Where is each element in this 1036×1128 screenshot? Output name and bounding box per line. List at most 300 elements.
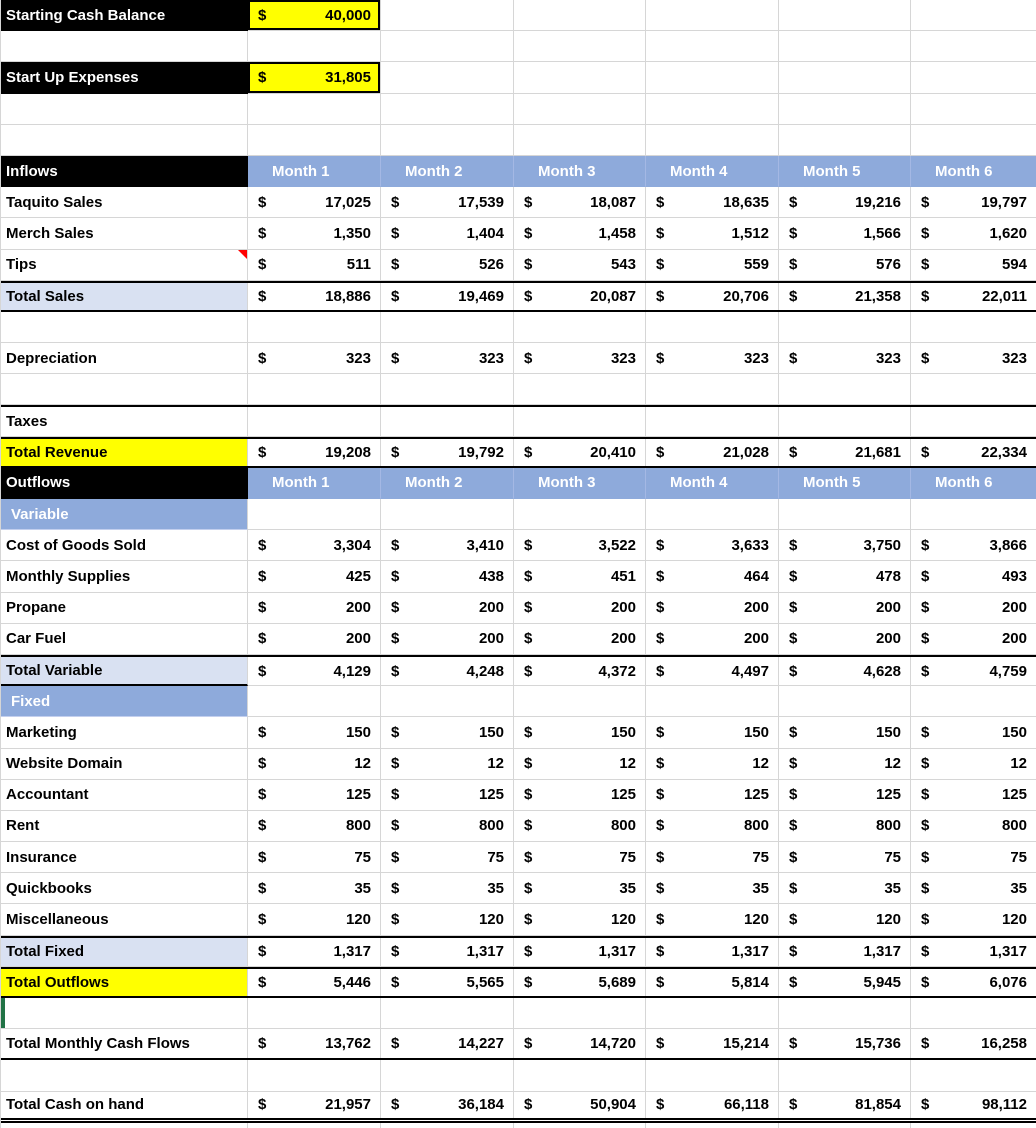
cell-miscellaneous-month-2[interactable]: [381, 904, 514, 935]
cell-empty[interactable]: [514, 1123, 646, 1128]
cell-starting-cash-balance-value[interactable]: [248, 0, 381, 31]
cell-empty[interactable]: [779, 998, 911, 1029]
column-header-month-4[interactable]: Month 4: [646, 156, 779, 187]
cell-merch-sales-month-1[interactable]: [248, 218, 381, 249]
cell-empty[interactable]: [248, 125, 381, 156]
cell-tips-month-5[interactable]: [779, 250, 911, 281]
cell-empty[interactable]: [646, 31, 779, 62]
cell-empty[interactable]: [514, 0, 646, 31]
cell-empty[interactable]: [779, 0, 911, 31]
column-header-month-6[interactable]: Month 6: [911, 468, 1036, 499]
cell-taquito-sales-month-2[interactable]: [381, 187, 514, 218]
cell-miscellaneous-month-3[interactable]: [514, 904, 646, 935]
cell-empty[interactable]: [911, 686, 1036, 717]
cell-empty[interactable]: [646, 1060, 779, 1091]
cell-insurance-month-4[interactable]: [646, 842, 779, 873]
cell-empty[interactable]: [381, 499, 514, 530]
cell-cost-of-goods-sold-month-1[interactable]: [248, 530, 381, 561]
currency-symbol: $: [921, 943, 930, 961]
cell-empty[interactable]: [514, 1060, 646, 1091]
cell-empty[interactable]: [248, 31, 381, 62]
cell-total-monthly-cash-flows-month-5[interactable]: [779, 1029, 911, 1058]
cell-label-website-domain[interactable]: [1, 749, 248, 780]
cell-empty[interactable]: [1, 31, 248, 62]
cell-insurance-month-2[interactable]: [381, 842, 514, 873]
cell-label-miscellaneous[interactable]: [1, 904, 248, 935]
cell-merch-sales-month-4[interactable]: [646, 218, 779, 249]
cell-rent-month-4[interactable]: [646, 811, 779, 842]
cell-monthly-supplies-month-5[interactable]: [779, 561, 911, 592]
cell-empty[interactable]: [248, 499, 381, 530]
cell-value: 19,792: [458, 443, 504, 461]
currency-symbol: $: [656, 193, 665, 211]
currency-symbol: $: [789, 349, 798, 367]
cell-total-outflows-month-6[interactable]: [911, 969, 1036, 996]
cell-total-outflows-month-2[interactable]: [381, 969, 514, 996]
currency-symbol: $: [656, 817, 665, 835]
currency-symbol: $: [789, 786, 798, 804]
cell-taquito-sales-month-5[interactable]: [779, 187, 911, 218]
cell-label-quickbooks[interactable]: [1, 873, 248, 904]
cell-tips-month-2[interactable]: [381, 250, 514, 281]
cell-total-sales-month-3[interactable]: [514, 283, 646, 310]
cell-quickbooks-month-2[interactable]: [381, 873, 514, 904]
cell-accountant-month-6[interactable]: [911, 780, 1036, 811]
cell-depreciation-month-4[interactable]: [646, 343, 779, 374]
cell-website-domain-month-1[interactable]: [248, 749, 381, 780]
cell-total-cash-on-hand-month-2[interactable]: [381, 1092, 514, 1118]
cell-value: 323: [1001, 349, 1027, 367]
cell-total-monthly-cash-flows-month-4[interactable]: [646, 1029, 779, 1058]
cell-total-cash-on-hand-month-4[interactable]: [646, 1092, 779, 1118]
cell-website-domain-month-3[interactable]: [514, 749, 646, 780]
cell-merch-sales-month-2[interactable]: [381, 218, 514, 249]
cell-label-rent[interactable]: [1, 811, 248, 842]
cell-total-variable-month-4[interactable]: [646, 657, 779, 686]
cell-empty[interactable]: [514, 686, 646, 717]
cell-empty[interactable]: [779, 1123, 911, 1128]
cell-total-revenue-month-2[interactable]: [381, 439, 514, 466]
cell-total-variable-month-2[interactable]: [381, 657, 514, 686]
cell-empty[interactable]: [248, 998, 381, 1029]
cell-empty[interactable]: [248, 94, 381, 125]
cell-depreciation-month-6[interactable]: [911, 343, 1036, 374]
cell-empty[interactable]: [646, 125, 779, 156]
cell-total-variable-month-5[interactable]: [779, 657, 911, 686]
column-header-month-3[interactable]: Month 3: [514, 468, 646, 499]
cell-total-fixed-month-1[interactable]: [248, 938, 381, 967]
cell-empty[interactable]: [248, 1123, 381, 1128]
cell-empty[interactable]: [646, 407, 779, 436]
cell-empty[interactable]: [779, 94, 911, 125]
cell-total-revenue-month-6[interactable]: [911, 439, 1036, 466]
cell-miscellaneous-month-1[interactable]: [248, 904, 381, 935]
cell-monthly-supplies-month-6[interactable]: [911, 561, 1036, 592]
cell-label-total-revenue[interactable]: [1, 439, 248, 466]
cell-empty[interactable]: [911, 31, 1036, 62]
cell-empty[interactable]: [779, 31, 911, 62]
cell-depreciation-month-2[interactable]: [381, 343, 514, 374]
cell-label-merch-sales[interactable]: [1, 218, 248, 249]
cell-total-outflows-month-4[interactable]: [646, 969, 779, 996]
cell-empty[interactable]: [911, 62, 1036, 93]
cell-insurance-month-5[interactable]: [779, 842, 911, 873]
column-header-month-3[interactable]: Month 3: [514, 156, 646, 187]
cell-accountant-month-5[interactable]: [779, 780, 911, 811]
cell-label-total-cash-on-hand[interactable]: [1, 1092, 248, 1118]
cell-empty[interactable]: [911, 998, 1036, 1029]
table-row-marketing: [1, 717, 1036, 748]
cell-monthly-supplies-month-2[interactable]: [381, 561, 514, 592]
cell-empty[interactable]: [779, 312, 911, 343]
currency-symbol: $: [789, 1096, 798, 1114]
cell-empty[interactable]: [911, 1123, 1036, 1128]
cell-empty[interactable]: [248, 312, 381, 343]
cell-value: 21,957: [325, 1096, 371, 1114]
cell-marketing-month-5[interactable]: [779, 717, 911, 748]
cell-cost-of-goods-sold-month-6[interactable]: [911, 530, 1036, 561]
cell-empty[interactable]: [911, 94, 1036, 125]
cell-miscellaneous-month-4[interactable]: [646, 904, 779, 935]
cell-quickbooks-month-4[interactable]: [646, 873, 779, 904]
cell-car-fuel-month-4[interactable]: [646, 624, 779, 655]
currency-symbol: $: [258, 879, 267, 897]
cell-label-total-fixed[interactable]: [1, 938, 248, 967]
cell-empty[interactable]: [248, 407, 381, 436]
cell-empty[interactable]: [248, 1060, 381, 1091]
column-header-month-1[interactable]: Month 1: [248, 156, 381, 187]
cell-label-total-variable[interactable]: [1, 657, 248, 686]
currency-symbol: $: [656, 943, 665, 961]
cell-total-cash-on-hand-month-1[interactable]: [248, 1092, 381, 1118]
cell-empty[interactable]: [779, 125, 911, 156]
cell-accountant-month-4[interactable]: [646, 780, 779, 811]
cell-empty[interactable]: [779, 686, 911, 717]
cell-empty[interactable]: [514, 407, 646, 436]
cell-empty[interactable]: [646, 94, 779, 125]
cell-empty[interactable]: [1, 1060, 248, 1091]
cell-propane-month-5[interactable]: [779, 593, 911, 624]
cell-total-variable-month-1[interactable]: [248, 657, 381, 686]
cell-value: 200: [478, 599, 504, 617]
cell-total-monthly-cash-flows-month-2[interactable]: [381, 1029, 514, 1058]
cell-taquito-sales-month-1[interactable]: [248, 187, 381, 218]
cell-empty[interactable]: [381, 686, 514, 717]
cell-monthly-supplies-month-3[interactable]: [514, 561, 646, 592]
cell-value: 21,681: [855, 443, 901, 461]
cell-label-propane[interactable]: [1, 593, 248, 624]
cell-value: 18,635: [723, 193, 769, 211]
cell-merch-sales-month-3[interactable]: [514, 218, 646, 249]
cell-empty[interactable]: [1, 94, 248, 125]
cell-taquito-sales-month-3[interactable]: [514, 187, 646, 218]
cell-tips-month-3[interactable]: [514, 250, 646, 281]
cell-empty[interactable]: [1, 312, 248, 343]
cell-label-starting-cash-balance[interactable]: [1, 0, 248, 31]
cell-total-revenue-month-5[interactable]: [779, 439, 911, 466]
column-header-month-5[interactable]: Month 5: [779, 156, 911, 187]
cell-empty[interactable]: [911, 407, 1036, 436]
cell-empty[interactable]: [514, 94, 646, 125]
column-header-month-1[interactable]: Month 1: [248, 468, 381, 499]
cell-value: 12: [619, 755, 636, 773]
cell-label-variable[interactable]: [1, 499, 248, 530]
cell-depreciation-month-3[interactable]: [514, 343, 646, 374]
cell-label-taquito-sales[interactable]: [1, 187, 248, 218]
cell-label-start-up-expenses[interactable]: [1, 62, 248, 93]
cell-label-fixed[interactable]: [1, 686, 248, 717]
cell-total-revenue-month-1[interactable]: [248, 439, 381, 466]
cell-insurance-month-3[interactable]: [514, 842, 646, 873]
cell-total-outflows-month-5[interactable]: [779, 969, 911, 996]
cell-merch-sales-month-6[interactable]: [911, 218, 1036, 249]
cell-empty[interactable]: [911, 499, 1036, 530]
currency-symbol: $: [524, 256, 533, 274]
cell-total-variable-month-6[interactable]: [911, 657, 1036, 686]
cell-total-cash-on-hand-month-5[interactable]: [779, 1092, 911, 1118]
cell-label-inflows[interactable]: [1, 156, 248, 187]
cell-value: 17,025: [325, 193, 371, 211]
cell-accountant-month-2[interactable]: [381, 780, 514, 811]
cell-value: 66,118: [723, 1096, 769, 1114]
cell-rent-month-3[interactable]: [514, 811, 646, 842]
cell-total-fixed-month-4[interactable]: [646, 938, 779, 967]
cell-accountant-month-3[interactable]: [514, 780, 646, 811]
cell-start-up-expenses-value[interactable]: [248, 62, 381, 93]
cell-empty[interactable]: [381, 62, 514, 93]
cell-tips-month-6[interactable]: [911, 250, 1036, 281]
currency-symbol: $: [921, 443, 930, 461]
cell-label-outflows[interactable]: [1, 468, 248, 499]
cell-empty[interactable]: [911, 312, 1036, 343]
cell-tips-month-4[interactable]: [646, 250, 779, 281]
column-header-month-4[interactable]: Month 4: [646, 468, 779, 499]
cell-accountant-month-1[interactable]: [248, 780, 381, 811]
cell-total-sales-month-2[interactable]: [381, 283, 514, 310]
cell-empty[interactable]: [1, 998, 248, 1029]
cell-empty[interactable]: [911, 1060, 1036, 1091]
cell-quickbooks-month-3[interactable]: [514, 873, 646, 904]
cell-total-sales-month-5[interactable]: [779, 283, 911, 310]
cell-miscellaneous-month-6[interactable]: [911, 904, 1036, 935]
cell-merch-sales-month-5[interactable]: [779, 218, 911, 249]
cell-label-marketing[interactable]: [1, 717, 248, 748]
cell-label-total-monthly-cash-flows[interactable]: [1, 1029, 248, 1058]
cell-marketing-month-6[interactable]: [911, 717, 1036, 748]
cell-tips-month-1[interactable]: [248, 250, 381, 281]
column-header-month-5[interactable]: Month 5: [779, 468, 911, 499]
cell-empty[interactable]: [779, 407, 911, 436]
cell-propane-month-3[interactable]: [514, 593, 646, 624]
cell-taquito-sales-month-6[interactable]: [911, 187, 1036, 218]
cell-website-domain-month-5[interactable]: [779, 749, 911, 780]
cell-total-fixed-month-2[interactable]: [381, 938, 514, 967]
currency-symbol: $: [258, 224, 267, 242]
cell-total-sales-month-6[interactable]: [911, 283, 1036, 310]
cell-empty[interactable]: [381, 312, 514, 343]
cell-empty[interactable]: [646, 374, 779, 405]
cell-empty[interactable]: [514, 374, 646, 405]
cell-empty[interactable]: [646, 686, 779, 717]
table-row-variable: [1, 499, 1036, 530]
cell-value: 13,762: [325, 1035, 371, 1053]
table-row-website-domain: [1, 749, 1036, 780]
cell-empty[interactable]: [514, 125, 646, 156]
cell-empty[interactable]: [381, 407, 514, 436]
cell-total-revenue-month-3[interactable]: [514, 439, 646, 466]
cell-empty[interactable]: [381, 94, 514, 125]
cell-total-fixed-month-3[interactable]: [514, 938, 646, 967]
cell-website-domain-month-4[interactable]: [646, 749, 779, 780]
cell-empty[interactable]: [911, 0, 1036, 31]
cell-total-revenue-month-4[interactable]: [646, 439, 779, 466]
cell-total-fixed-month-6[interactable]: [911, 938, 1036, 967]
cell-rent-month-1[interactable]: [248, 811, 381, 842]
cell-empty[interactable]: [646, 1123, 779, 1128]
cell-car-fuel-month-6[interactable]: [911, 624, 1036, 655]
cell-value: 6,076: [989, 973, 1027, 991]
cell-empty[interactable]: [381, 125, 514, 156]
cell-car-fuel-month-1[interactable]: [248, 624, 381, 655]
cell-total-cash-on-hand-month-3[interactable]: [514, 1092, 646, 1118]
cell-total-outflows-month-3[interactable]: [514, 969, 646, 996]
cell-depreciation-month-1[interactable]: [248, 343, 381, 374]
cell-marketing-month-2[interactable]: [381, 717, 514, 748]
cell-empty[interactable]: [514, 31, 646, 62]
cell-label-depreciation[interactable]: [1, 343, 248, 374]
cell-empty[interactable]: [514, 499, 646, 530]
cell-rent-month-2[interactable]: [381, 811, 514, 842]
currency-symbol: $: [524, 755, 533, 773]
cell-marketing-month-3[interactable]: [514, 717, 646, 748]
cell-total-fixed-month-5[interactable]: [779, 938, 911, 967]
cell-insurance-month-6[interactable]: [911, 842, 1036, 873]
cell-marketing-month-1[interactable]: [248, 717, 381, 748]
cell-total-sales-month-1[interactable]: [248, 283, 381, 310]
cell-label-tips[interactable]: [1, 250, 248, 281]
cell-propane-month-2[interactable]: [381, 593, 514, 624]
cell-empty[interactable]: [514, 998, 646, 1029]
cell-empty[interactable]: [646, 998, 779, 1029]
cell-cost-of-goods-sold-month-3[interactable]: [514, 530, 646, 561]
column-header-month-2[interactable]: Month 2: [381, 156, 514, 187]
table-row-accountant: [1, 780, 1036, 811]
cell-website-domain-month-6[interactable]: [911, 749, 1036, 780]
currency-symbol: $: [524, 224, 533, 242]
cell-propane-month-4[interactable]: [646, 593, 779, 624]
cell-miscellaneous-month-5[interactable]: [779, 904, 911, 935]
cell-empty[interactable]: [646, 499, 779, 530]
cell-total-sales-month-4[interactable]: [646, 283, 779, 310]
cell-cost-of-goods-sold-month-5[interactable]: [779, 530, 911, 561]
cell-value: 1,317: [466, 943, 504, 961]
cell-value: 800: [1001, 817, 1027, 835]
cell-empty[interactable]: [1, 125, 248, 156]
cell-total-monthly-cash-flows-month-3[interactable]: [514, 1029, 646, 1058]
cell-label-total-outflows[interactable]: [1, 969, 248, 996]
cell-label-monthly-supplies[interactable]: [1, 561, 248, 592]
cell-propane-month-1[interactable]: [248, 593, 381, 624]
cell-empty[interactable]: [381, 1123, 514, 1128]
cell-value: 323: [875, 349, 901, 367]
cell-monthly-supplies-month-1[interactable]: [248, 561, 381, 592]
cell-total-cash-on-hand-month-6[interactable]: [911, 1092, 1036, 1118]
cell-monthly-supplies-month-4[interactable]: [646, 561, 779, 592]
cell-empty[interactable]: [514, 312, 646, 343]
cell-car-fuel-month-5[interactable]: [779, 624, 911, 655]
cell-insurance-month-1[interactable]: [248, 842, 381, 873]
currency-symbol: $: [258, 911, 267, 929]
cell-value: 31,805: [325, 68, 371, 86]
table-row-depreciation: [1, 343, 1036, 374]
table-row-start-up-expenses: [1, 62, 1036, 93]
cell-empty[interactable]: [248, 686, 381, 717]
cell-empty[interactable]: [381, 998, 514, 1029]
column-header-month-6[interactable]: Month 6: [911, 156, 1036, 187]
cell-value: 18,886: [325, 287, 371, 305]
column-header-month-2[interactable]: Month 2: [381, 468, 514, 499]
cell-label-accountant[interactable]: [1, 780, 248, 811]
cell-cost-of-goods-sold-month-2[interactable]: [381, 530, 514, 561]
cell-value: 12: [884, 755, 901, 773]
cell-label-cost-of-goods-sold[interactable]: [1, 530, 248, 561]
cell-car-fuel-month-2[interactable]: [381, 624, 514, 655]
cell-empty[interactable]: [779, 374, 911, 405]
cell-quickbooks-month-5[interactable]: [779, 873, 911, 904]
cell-empty[interactable]: [381, 374, 514, 405]
cell-empty[interactable]: [1, 1123, 248, 1128]
cell-empty[interactable]: [779, 499, 911, 530]
cell-empty[interactable]: [1, 374, 248, 405]
cell-empty[interactable]: [646, 0, 779, 31]
cell-empty[interactable]: [381, 31, 514, 62]
cell-marketing-month-4[interactable]: [646, 717, 779, 748]
cell-empty[interactable]: [248, 374, 381, 405]
cell-total-variable-month-3[interactable]: [514, 657, 646, 686]
cell-website-domain-month-2[interactable]: [381, 749, 514, 780]
cell-empty[interactable]: [646, 62, 779, 93]
cell-car-fuel-month-3[interactable]: [514, 624, 646, 655]
cell-value: 200: [345, 599, 371, 617]
cell-empty[interactable]: [514, 62, 646, 93]
cell-depreciation-month-5[interactable]: [779, 343, 911, 374]
cell-propane-month-6[interactable]: [911, 593, 1036, 624]
cell-quickbooks-month-6[interactable]: [911, 873, 1036, 904]
cell-cost-of-goods-sold-month-4[interactable]: [646, 530, 779, 561]
cell-label-insurance[interactable]: [1, 842, 248, 873]
cell-rent-month-6[interactable]: [911, 811, 1036, 842]
cell-label-car-fuel[interactable]: [1, 624, 248, 655]
cell-value: 451: [610, 567, 636, 585]
cell-value: 526: [478, 256, 504, 274]
cell-value: 5,565: [466, 973, 504, 991]
cell-label-taxes[interactable]: [1, 407, 248, 436]
cell-total-monthly-cash-flows-month-1[interactable]: [248, 1029, 381, 1058]
cell-label-total-sales[interactable]: [1, 283, 248, 310]
cell-empty[interactable]: [779, 1060, 911, 1091]
cell-quickbooks-month-1[interactable]: [248, 873, 381, 904]
cell-taquito-sales-month-4[interactable]: [646, 187, 779, 218]
cell-empty[interactable]: [911, 374, 1036, 405]
cell-empty[interactable]: [646, 312, 779, 343]
cell-empty[interactable]: [911, 125, 1036, 156]
cell-total-outflows-month-1[interactable]: [248, 969, 381, 996]
cell-total-monthly-cash-flows-month-6[interactable]: [911, 1029, 1036, 1058]
cell-rent-month-5[interactable]: [779, 811, 911, 842]
cell-empty[interactable]: [381, 0, 514, 31]
cell-empty[interactable]: [381, 1060, 514, 1091]
cell-empty[interactable]: [779, 62, 911, 93]
